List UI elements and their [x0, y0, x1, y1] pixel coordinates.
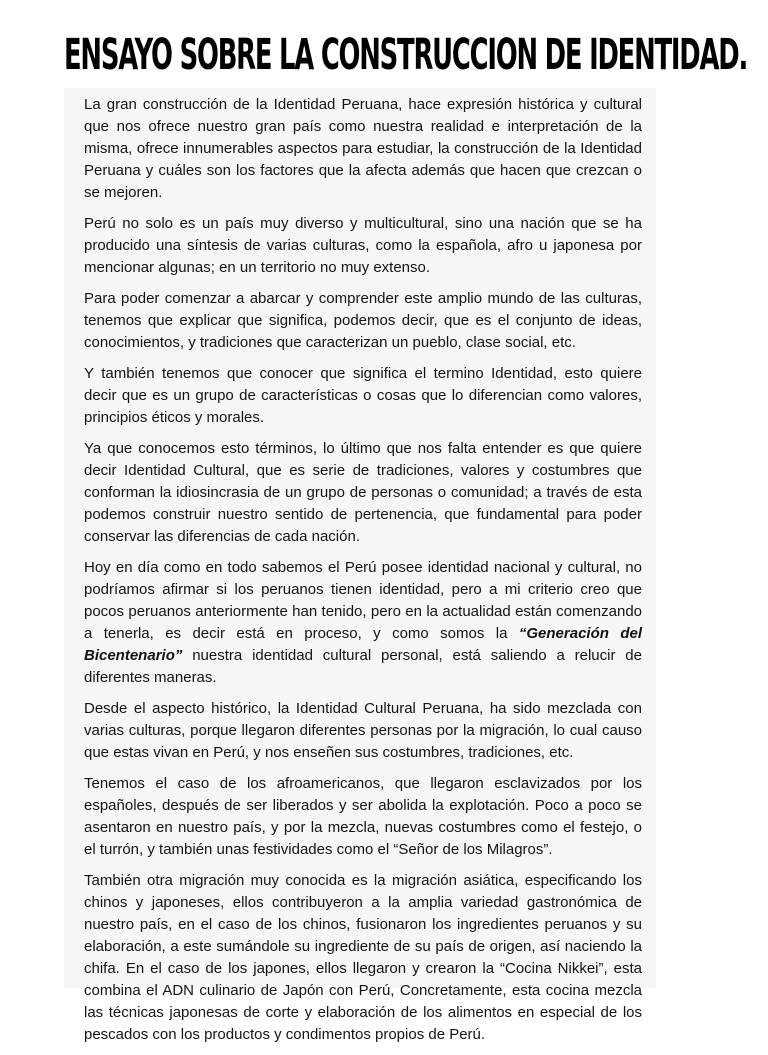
paragraph-6-text-before: Hoy en día como en todo sabemos el Perú posee identidad nacional y cultural, no podríamos afirmar si los peruanos tienen identidad, pero a mi criterio creo que pocos peruanos anteriormente han tenido, pero en la actualidad están comenzando a tenerla, es decir está en proceso, y como somos la: [84, 559, 642, 642]
paragraph-3: Para poder comenzar a abarcar y comprender este amplio mundo de las culturas, tenemos que explicar que significa, podemos decir, que es el conjunto de ideas, conocimientos, y tradiciones que caracterizan un pueblo, clase social, etc.: [84, 290, 642, 351]
paragraph-5: Ya que conocemos esto términos, lo último que nos falta entender es que quiere decir Identidad Cultural, que es serie de tradiciones, valores y costumbres que conforman la idiosincrasia de un grupo de personas o comunidad; a través de esta podemos construir nuestro sentido de pertenencia, que fundamental para poder conservar las diferencias de cada nación.: [84, 440, 642, 545]
paragraph-8: Tenemos el caso de los afroamericanos, que llegaron esclavizados por los españoles, después de ser liberados y ser abolida la explotación. Poco a poco se asentaron en nuestro país, y por la mezcla, nuevas costumbres como el festejo, o el turrón, y también unas festividades como el “Señor de los Milagros”.: [84, 775, 642, 858]
paragraph-7: Desde el aspecto histórico, la Identidad Cultural Peruana, ha sido mezclada con varias culturas, porque llegaron diferentes personas por la migración, lo cual causo que estas vivan en Perú, y nos enseñen sus costumbres, tradiciones, etc.: [84, 700, 642, 761]
paragraph-1: La gran construcción de la Identidad Peruana, hace expresión histórica y cultural que nos ofrece nuestro gran país como nuestra realidad e interpretación de la misma, ofrece innumerables aspectos para estudiar, la construcción de la Identidad Peruana y cuáles son los factores que la afecta además que hacen que crezcan o se mejoren.: [84, 96, 642, 201]
paragraph-4: Y también tenemos que conocer que significa el termino Identidad, esto quiere decir que es un grupo de características o cosas que lo diferencian como valores, principios éticos y morales.: [84, 365, 642, 426]
generacion-bicentenario-highlight: “Generación del Bicentenario”: [84, 625, 642, 664]
paragraph-2: Perú no solo es un país muy diverso y multicultural, sino una nación que se ha producido una síntesis de varias culturas, como la española, afro u japonesa por mencionar algunas; en un territorio no muy extenso.: [84, 215, 642, 276]
paragraph-6-text-after: nuestra identidad cultural personal, está saliendo a relucir de diferentes maneras.: [84, 647, 642, 686]
essay-title: ENSAYO SOBRE LA CONSTRUCCION DE IDENTIDAD.: [64, 30, 748, 80]
paragraph-9: También otra migración muy conocida es la migración asiática, especificando los chinos y japoneses, ellos contribuyeron a la amplia variedad gastronómica de nuestro país, en el caso de los chinos, fusionaron los ingredientes peruanos y su elaboración, a este sumándole su ingrediente de su país de origen, así naciendo la chifa. En el caso de los japones, ellos llegaron y crearon la “Cocina Nikkei”, esta combina el ADN culinario de Japón con Perú, Concretamente, esta cocina mezcla las técnicas japonesas de corte y elaboración de los alimentos en especial de los pescados con los productos y condimentos propios de Perú.: [84, 872, 642, 1043]
essay-body: [84, 94, 642, 1055]
paragraph-6: [84, 557, 642, 689]
